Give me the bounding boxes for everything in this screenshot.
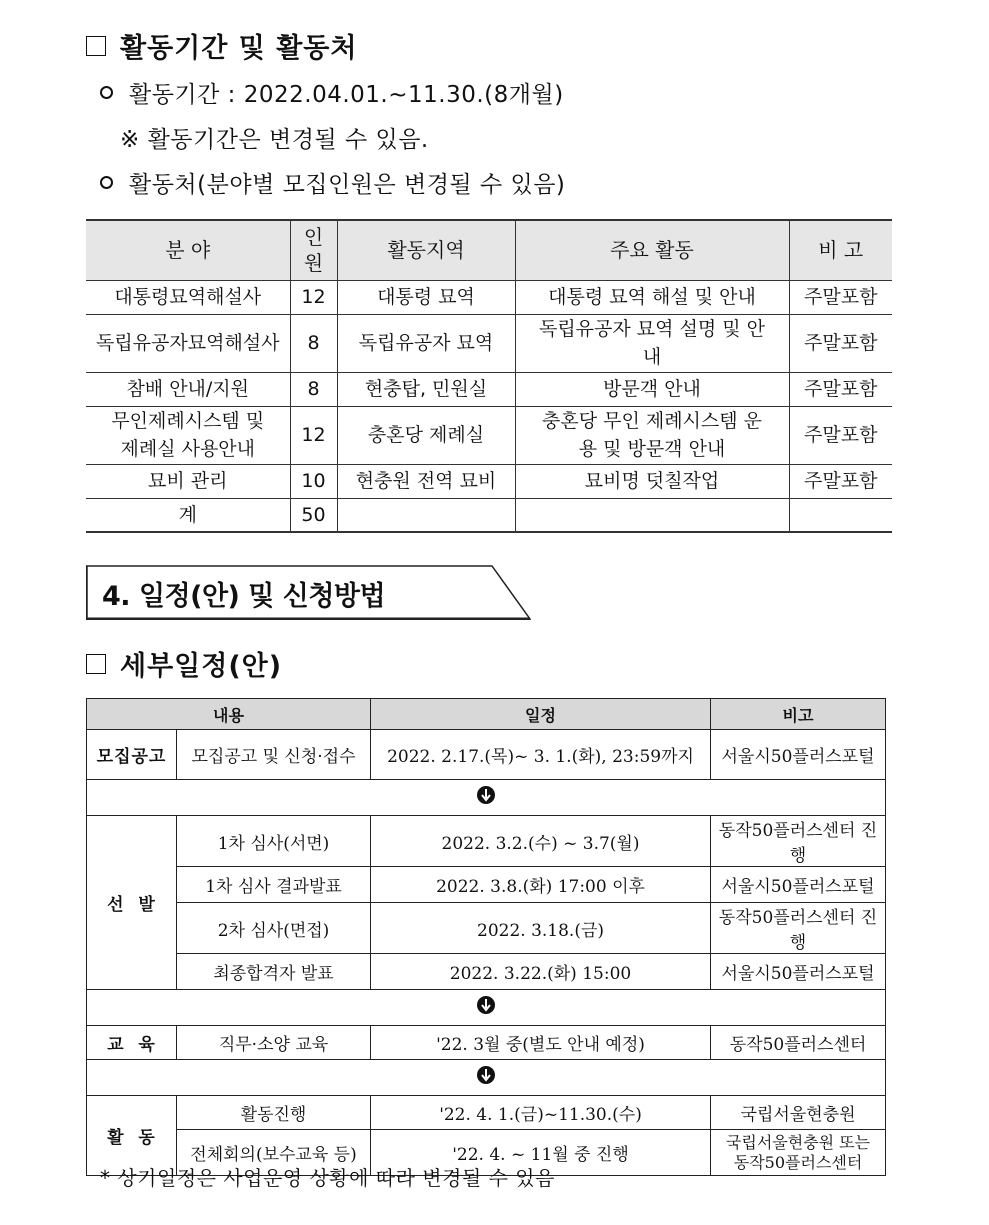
cell-item: 전체회의(보수교육 등) [177, 1130, 371, 1176]
checkbox-square-icon [86, 36, 106, 56]
cell-field: 대통령묘역해설사 [86, 280, 290, 314]
cell-schedule: 2022. 3.8.(화) 17:00 이후 [371, 867, 711, 903]
cell-item: 1차 심사 결과발표 [177, 867, 371, 903]
cell-schedule: 2022. 3.22.(화) 15:00 [371, 954, 711, 990]
heading-text: 세부일정(안) [120, 651, 283, 682]
cell-note: 주말포함 [789, 314, 892, 372]
col-header-note: 비 고 [789, 220, 892, 280]
cell-note: 주말포함 [789, 406, 892, 464]
place-text: 활동처(분야별 모집인원은 변경될 수 있음) [129, 172, 566, 198]
cell-note: 주말포함 [789, 372, 892, 406]
cell-field: 독립유공자묘역해설사 [86, 314, 290, 372]
cell-empty [337, 498, 515, 532]
col-header-activity: 주요 활동 [515, 220, 789, 280]
cell-activity: 충혼당 무인 제례시스템 운용 및 방문객 안내 [515, 406, 789, 464]
checkbox-square-icon [86, 654, 106, 674]
cell-schedule: 2022. 3.2.(수) ~ 3.7(월) [371, 816, 711, 867]
col-header-count [290, 220, 337, 280]
table-total-row [86, 498, 892, 532]
cell-note: 주말포함 [789, 464, 892, 498]
circle-bullet-icon [100, 86, 113, 99]
cell-item: 2차 심사(면접) [177, 903, 371, 954]
cell-item: 1차 심사(서면) [177, 816, 371, 867]
cell-note: 국립서울현충원 또는 동작50플러스센터 [711, 1130, 886, 1176]
arrow-cell [87, 780, 886, 816]
table-row [87, 1026, 886, 1060]
category-selection: 선 발 [87, 816, 177, 990]
down-arrow-icon [476, 1065, 496, 1085]
banner-title: 4. 일정(안) 및 신청방법 [102, 581, 386, 612]
cell-item: 최종합격자 발표 [177, 954, 371, 990]
cell-empty [515, 498, 789, 532]
table-row [86, 314, 892, 372]
cell-item: 모집공고 및 신청·접수 [177, 730, 371, 780]
table-row [86, 372, 892, 406]
section-heading-activity [86, 26, 357, 65]
cell-activity: 방문객 안내 [515, 372, 789, 406]
table-row [86, 280, 892, 314]
cell-item: 활동진행 [177, 1096, 371, 1130]
arrow-row [87, 990, 886, 1026]
table-row [87, 954, 886, 990]
header-count-bottom: 원 [303, 251, 324, 276]
cell-count: 12 [290, 280, 337, 314]
category-education: 교 육 [87, 1026, 177, 1060]
section-heading-schedule [86, 644, 282, 683]
down-arrow-icon [476, 785, 496, 805]
arrow-row [87, 780, 886, 816]
col-header-note: 비고 [711, 699, 886, 730]
cell-item: 직무·소양 교육 [177, 1026, 371, 1060]
activity-place-table [86, 219, 892, 533]
cell-area: 충혼당 제례실 [337, 406, 515, 464]
col-header-area: 활동지역 [337, 220, 515, 280]
table-row [87, 816, 886, 867]
category-activity: 활 동 [87, 1096, 177, 1176]
col-header-content: 내용 [87, 699, 371, 730]
cell-note: 동작50플러스센터 진행 [711, 816, 886, 867]
cell-activity: 대통령 묘역 해설 및 안내 [515, 280, 789, 314]
arrow-cell [87, 990, 886, 1026]
period-note-text: ※ 활동기간은 변경될 수 있음. [120, 127, 429, 153]
table-row [87, 1096, 886, 1130]
cell-schedule: '22. 4. ~ 11월 중 진행 [371, 1130, 711, 1176]
cell-activity: 독립유공자 묘역 설명 및 안내 [515, 314, 789, 372]
down-arrow-icon [476, 995, 496, 1015]
footnote: * 상기일정은 사업운영 상황에 따라 변경될 수 있음 [100, 1166, 555, 1190]
period-text: 활동기간 : 2022.04.01.~11.30.(8개월) [129, 82, 564, 108]
cell-note: 서울시50플러스포털 [711, 954, 886, 990]
place-line [100, 166, 565, 199]
cell-area: 대통령 묘역 [337, 280, 515, 314]
cell-empty [789, 498, 892, 532]
cell-schedule: '22. 3월 중(별도 안내 예정) [371, 1026, 711, 1060]
table-row [87, 730, 886, 780]
cell-schedule: 2022. 3.18.(금) [371, 903, 711, 954]
circle-bullet-icon [100, 176, 113, 189]
col-header-field: 분 야 [86, 220, 290, 280]
cell-area: 현충탑, 민원실 [337, 372, 515, 406]
cell-field: 묘비 관리 [86, 464, 290, 498]
cell-field: 무인제례시스템 및 제례실 사용안내 [86, 406, 290, 464]
schedule-table [86, 698, 886, 1176]
category-recruit: 모집공고 [87, 730, 177, 780]
cell-total-label: 계 [86, 498, 290, 532]
cell-area: 현충원 전역 묘비 [337, 464, 515, 498]
cell-activity: 묘비명 덧칠작업 [515, 464, 789, 498]
cell-count: 8 [290, 314, 337, 372]
cell-schedule: 2022. 2.17.(목)~ 3. 1.(화), 23:59까지 [371, 730, 711, 780]
cell-note: 국립서울현충원 [711, 1096, 886, 1130]
cell-note: 주말포함 [789, 280, 892, 314]
section-banner [86, 565, 531, 620]
arrow-row [87, 1060, 886, 1096]
table-row [87, 867, 886, 903]
period-line [100, 76, 564, 109]
cell-area: 독립유공자 묘역 [337, 314, 515, 372]
cell-note: 서울시50플러스포털 [711, 867, 886, 903]
table-row [86, 464, 892, 498]
cell-field: 참배 안내/지원 [86, 372, 290, 406]
col-header-schedule: 일정 [371, 699, 711, 730]
cell-count: 8 [290, 372, 337, 406]
cell-schedule: '22. 4. 1.(금)~11.30.(수) [371, 1096, 711, 1130]
arrow-cell [87, 1060, 886, 1096]
cell-count: 10 [290, 464, 337, 498]
cell-total-count: 50 [290, 498, 337, 532]
heading-text: 활동기간 및 활동처 [120, 33, 358, 64]
cell-note: 서울시50플러스포털 [711, 730, 886, 780]
period-note [120, 121, 429, 154]
table-row [86, 406, 892, 464]
cell-count: 12 [290, 406, 337, 464]
header-count-top: 인 [303, 225, 324, 250]
cell-note: 동작50플러스센터 진행 [711, 903, 886, 954]
cell-note: 동작50플러스센터 [711, 1026, 886, 1060]
table-row [87, 903, 886, 954]
